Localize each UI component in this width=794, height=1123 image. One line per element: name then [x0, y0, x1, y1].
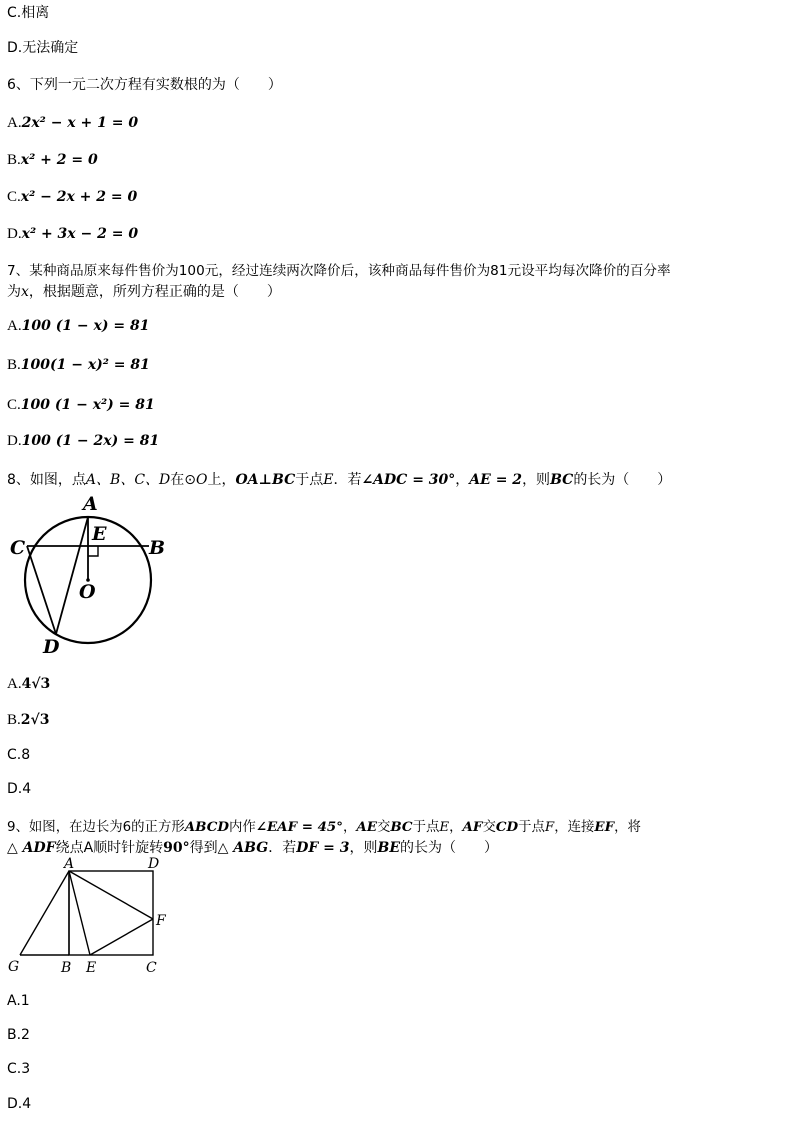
- q9-segment-ag: [20, 871, 69, 955]
- q9-stem-ef: EF: [594, 819, 615, 835]
- q8-option-a: [7, 674, 50, 694]
- q5-option-c: C.相离: [7, 5, 50, 21]
- q9-option-a: A.1: [7, 993, 30, 1009]
- q9-stem-df: DF = 3: [296, 840, 350, 856]
- q8-stem-p4: 于点: [295, 472, 324, 488]
- q8-option-b-label: B.: [7, 712, 21, 728]
- q8-stem: [7, 470, 671, 490]
- q9-stem-bc: BC: [390, 819, 413, 835]
- q9-stem-ae: AE: [356, 819, 377, 835]
- q6-option-c-label: C.: [7, 189, 21, 205]
- q7-option-b-label: B.: [7, 357, 21, 373]
- q8-option-a-label: A.: [7, 676, 22, 692]
- q9-stem-cd: CD: [495, 819, 519, 835]
- q5-option-d: D.无法确定: [7, 40, 79, 56]
- q7-option-a: [7, 316, 149, 336]
- q7-option-a-label: A.: [7, 318, 22, 334]
- q8-label-c: C: [10, 537, 26, 559]
- q7-option-d-formula: 100 (1 − 2x) = 81: [21, 433, 160, 449]
- q9-label-e: E: [86, 960, 97, 976]
- q9-option-d: D.4: [7, 1096, 32, 1112]
- q9-label-b: B: [61, 960, 72, 976]
- q8-stem-p8: 的长为（ ）: [573, 472, 672, 488]
- q8-label-e: E: [92, 523, 107, 545]
- q9-label-c: C: [146, 960, 157, 976]
- q7-option-d-label: D.: [7, 433, 22, 449]
- q7-option-b: [7, 355, 150, 375]
- q9-segment-ae: [69, 871, 90, 955]
- q6-option-c: [7, 187, 137, 207]
- q9-stem-tri-adf: △ ADF: [7, 840, 56, 856]
- q8-stem-angle: ∠ADC = 30°: [361, 472, 456, 488]
- q9-stem-l2-p2: 得到: [189, 840, 218, 856]
- q8-stem-p2: 在⊙: [170, 472, 196, 488]
- q8-circle-figure: [8, 490, 168, 660]
- q9-stem-p9: ，连接: [554, 820, 595, 835]
- q8-stem-p3: 上，: [207, 472, 236, 488]
- q8-stem-p1: 8、如图，点: [7, 472, 86, 488]
- q9-stem-f: F: [544, 820, 555, 835]
- q6-option-b-label: B.: [7, 152, 21, 168]
- q9-segment-af: [69, 871, 153, 919]
- q7-option-c-formula: 100 (1 − x²) = 81: [20, 397, 155, 413]
- q9-square-figure: [6, 855, 176, 980]
- q9-stem-rotation: 90°: [163, 840, 190, 856]
- q8-segment-cd: [27, 546, 56, 634]
- q9-stem-p3: ，: [342, 820, 357, 835]
- q6-option-d-formula: x² + 3x − 2 = 0: [21, 226, 139, 242]
- q9-label-a: A: [64, 856, 75, 872]
- q6-option-a-formula: 2x² − x + 1 = 0: [21, 115, 139, 131]
- q6-option-b-formula: x² + 2 = 0: [20, 152, 98, 168]
- q7-stem-line1: 7、某种商品原来每件售价为100元，经过连续两次降价后，该种商品每件售价为81元设平均每次降价的百分率: [7, 263, 671, 279]
- q6-option-d: [7, 224, 138, 244]
- q9-label-g: G: [8, 959, 20, 975]
- q9-stem-p1: 9、如图，在边长为6的正方形: [7, 820, 185, 835]
- q8-stem-o: O: [196, 472, 208, 488]
- q9-label-d: D: [148, 856, 160, 872]
- q9-stem-line1: [7, 817, 641, 838]
- q8-stem-ae: AE = 2: [469, 472, 523, 488]
- q8-stem-bc: BC: [550, 472, 574, 488]
- q8-label-o: O: [79, 581, 96, 603]
- q9-stem-e: E: [439, 820, 450, 835]
- q8-stem-p5: ．若: [333, 472, 362, 488]
- q9-stem-l2-p5: 的长为（ ）: [400, 840, 499, 856]
- q9-stem-p7: 交: [482, 820, 496, 835]
- q8-option-a-value: 4√3: [21, 676, 51, 692]
- q9-label-f: F: [156, 913, 166, 929]
- q7-option-d: [7, 431, 159, 451]
- q9-stem-abcd: ABCD: [184, 819, 229, 835]
- q8-label-a: A: [83, 493, 98, 515]
- q9-stem-l2-p1: 绕点A顺时针旋转: [55, 840, 164, 856]
- q9-stem-p4: 交: [376, 820, 391, 835]
- q8-label-d: D: [43, 636, 60, 658]
- q6-option-d-label: D.: [7, 226, 22, 242]
- q8-right-angle-mark: [88, 546, 98, 556]
- q8-option-d: D.4: [7, 781, 32, 797]
- q7-stem-prefix: 为: [7, 284, 21, 300]
- q8-option-b: [7, 710, 49, 730]
- q7-option-c-label: C.: [7, 397, 21, 413]
- q6-option-b: [7, 150, 98, 170]
- q8-stem-p6: ，: [455, 472, 470, 488]
- q9-stem-angle: ∠EAF = 45°: [255, 819, 343, 835]
- q6-option-a: [7, 113, 138, 133]
- q8-label-b: B: [149, 537, 166, 559]
- q9-stem-p6: ，: [449, 820, 463, 835]
- q7-stem-rest: ，根据题意，所列方程正确的是（ ）: [28, 284, 281, 300]
- q9-stem-l2-p4: ，则: [349, 840, 378, 856]
- q7-stem-line2: [7, 282, 281, 302]
- q9-stem-l2-p3: ．若: [268, 840, 297, 856]
- q6-option-a-label: A.: [7, 115, 22, 131]
- q9-stem-p10: ，将: [614, 820, 641, 835]
- q8-stem-points: A、B、C、D: [85, 472, 171, 488]
- q9-stem-tri-abg: △ ABG: [217, 840, 269, 856]
- q9-stem-p8: 于点: [518, 820, 545, 835]
- q9-stem-p2: 内作: [228, 820, 256, 835]
- q9-stem-be: BE: [377, 840, 401, 856]
- q9-option-b: B.2: [7, 1027, 30, 1043]
- q9-segment-ef: [90, 919, 153, 955]
- q7-option-b-formula: 100(1 − x)² = 81: [20, 357, 150, 373]
- q9-option-c: C.3: [7, 1061, 31, 1077]
- q7-option-c: [7, 395, 155, 415]
- q9-stem-af: AF: [462, 819, 483, 835]
- q8-stem-perp: OA⊥BC: [235, 472, 296, 488]
- q8-option-c: C.8: [7, 747, 31, 763]
- q6-stem: 6、下列一元二次方程有实数根的为（ ）: [7, 77, 282, 93]
- q8-stem-e: E: [323, 472, 334, 488]
- q8-option-b-value: 2√3: [20, 712, 50, 728]
- q7-option-a-formula: 100 (1 − x) = 81: [21, 318, 150, 334]
- q9-stem-p5: 于点: [412, 820, 440, 835]
- q6-option-c-formula: x² − 2x + 2 = 0: [20, 189, 138, 205]
- q8-stem-p7: ，则: [522, 472, 551, 488]
- q8-segment-ad: [56, 517, 88, 634]
- q7-stem-var: x: [21, 284, 29, 300]
